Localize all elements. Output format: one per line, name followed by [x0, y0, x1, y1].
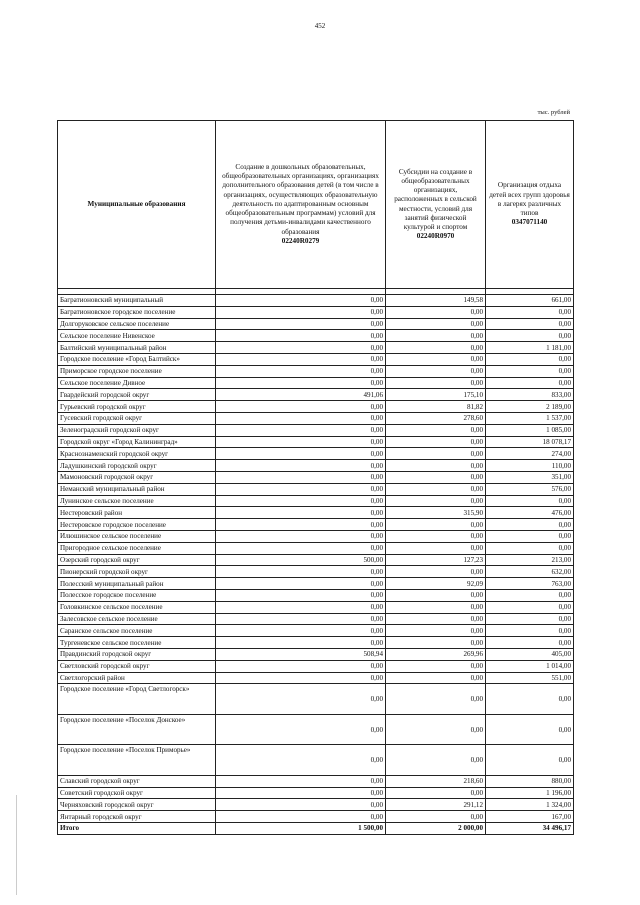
row-value-col2: 0,00	[386, 745, 486, 776]
row-value-col1: 0,00	[216, 530, 386, 542]
row-name: Полесское городское поселение	[58, 589, 216, 601]
row-value-col3: 551,00	[486, 672, 574, 684]
header-col2-text: Субсидии на создание в общеобразовательных организациях, расположенных в сельской местности, условий для занятий физической культурой и спортом	[394, 167, 477, 231]
row-value-col2: 0,00	[386, 471, 486, 483]
row-value-col3: 763,00	[486, 578, 574, 590]
row-value-col3: 1 085,00	[486, 424, 574, 436]
header-children-camps	[486, 121, 574, 289]
row-value-col2: 0,00	[386, 460, 486, 472]
row-value-col1: 0,00	[216, 684, 386, 715]
row-value-col1: 0,00	[216, 436, 386, 448]
row-name: Гвардейский городской округ	[58, 389, 216, 401]
row-name: Багратионовский муниципальный	[58, 295, 216, 307]
row-value-col1: 0,00	[216, 365, 386, 377]
row-value-col1: 0,00	[216, 330, 386, 342]
row-name: Пионерский городской округ	[58, 566, 216, 578]
total-row	[58, 822, 574, 834]
row-value-col2: 0,00	[386, 601, 486, 613]
table-row	[58, 424, 574, 436]
table-row	[58, 353, 574, 365]
row-name: Янтарный городской округ	[58, 811, 216, 823]
row-name: Полесский муниципальный район	[58, 578, 216, 590]
row-value-col2: 81,82	[386, 401, 486, 413]
row-name: Гурьевский городской округ	[58, 401, 216, 413]
row-value-col1: 0,00	[216, 613, 386, 625]
table-row	[58, 377, 574, 389]
row-value-col1: 0,00	[216, 424, 386, 436]
row-value-col1: 0,00	[216, 401, 386, 413]
row-name: Неманский муниципальный район	[58, 483, 216, 495]
row-value-col3: 0,00	[486, 613, 574, 625]
row-value-col3: 274,00	[486, 448, 574, 460]
row-value-col2: 218,60	[386, 775, 486, 787]
row-value-col1: 0,00	[216, 519, 386, 531]
table-body	[58, 295, 574, 823]
total-col1: 1 500,00	[216, 822, 386, 834]
row-value-col2: 0,00	[386, 589, 486, 601]
row-value-col2: 0,00	[386, 530, 486, 542]
row-value-col2: 127,23	[386, 554, 486, 566]
row-name: Нестеровское городское поселение	[58, 519, 216, 531]
row-value-col1: 0,00	[216, 306, 386, 318]
header-col2-code: 02240R0970	[416, 232, 455, 241]
table-row	[58, 775, 574, 787]
row-value-col3: 0,00	[486, 330, 574, 342]
row-value-col2: 0,00	[386, 519, 486, 531]
row-value-col3: 0,00	[486, 542, 574, 554]
row-name: Светлогорский район	[58, 672, 216, 684]
row-value-col1: 0,00	[216, 787, 386, 799]
row-value-col2: 0,00	[386, 377, 486, 389]
table-row	[58, 507, 574, 519]
row-value-col2: 0,00	[386, 342, 486, 354]
row-value-col1: 0,00	[216, 660, 386, 672]
table-row	[58, 542, 574, 554]
row-value-col3: 661,00	[486, 295, 574, 307]
row-value-col3: 0,00	[486, 377, 574, 389]
table-row	[58, 401, 574, 413]
row-value-col3: 1 196,00	[486, 787, 574, 799]
header-col3-text: Организация отдыха детей всех групп здоровья в лагерях различных типов	[489, 181, 570, 218]
row-value-col3: 0,00	[486, 625, 574, 637]
row-value-col2: 0,00	[386, 637, 486, 649]
row-value-col3: 0,00	[486, 530, 574, 542]
row-value-col1: 0,00	[216, 318, 386, 330]
row-value-col2: 175,10	[386, 389, 486, 401]
table-row	[58, 684, 574, 715]
row-value-col2: 0,00	[386, 714, 486, 745]
row-value-col3: 833,00	[486, 389, 574, 401]
table-row	[58, 448, 574, 460]
row-value-col2: 149,58	[386, 295, 486, 307]
table-row	[58, 601, 574, 613]
row-value-col2: 0,00	[386, 811, 486, 823]
row-value-col1: 0,00	[216, 811, 386, 823]
header-col3-code: 0347071140	[511, 218, 548, 227]
row-value-col1: 0,00	[216, 578, 386, 590]
total-col2: 2 000,00	[386, 822, 486, 834]
row-value-col1: 0,00	[216, 589, 386, 601]
row-value-col3: 0,00	[486, 318, 574, 330]
row-value-col1: 0,00	[216, 295, 386, 307]
row-value-col1: 0,00	[216, 507, 386, 519]
row-value-col2: 92,09	[386, 578, 486, 590]
row-value-col3: 0,00	[486, 353, 574, 365]
row-value-col1: 0,00	[216, 799, 386, 811]
row-value-col2: 0,00	[386, 436, 486, 448]
table-row	[58, 613, 574, 625]
table-row	[58, 811, 574, 823]
table-row	[58, 530, 574, 542]
row-value-col3: 0,00	[486, 684, 574, 715]
row-name: Озерский городской округ	[58, 554, 216, 566]
row-value-col2: 0,00	[386, 542, 486, 554]
units-label: тыс. рублей	[537, 109, 570, 116]
row-value-col2: 0,00	[386, 625, 486, 637]
row-value-col3: 0,00	[486, 306, 574, 318]
row-value-col1: 0,00	[216, 495, 386, 507]
table-row	[58, 342, 574, 354]
table-row	[58, 318, 574, 330]
row-name: Лунинское сельское поселение	[58, 495, 216, 507]
row-value-col1: 0,00	[216, 601, 386, 613]
row-value-col3: 1 324,00	[486, 799, 574, 811]
row-value-col3: 1 181,00	[486, 342, 574, 354]
row-value-col3: 0,00	[486, 745, 574, 776]
row-value-col2: 269,96	[386, 648, 486, 660]
row-value-col3: 213,00	[486, 554, 574, 566]
header-disabled-children-education	[216, 121, 386, 289]
row-value-col3: 167,00	[486, 811, 574, 823]
row-value-col1: 0,00	[216, 353, 386, 365]
row-value-col2: 0,00	[386, 787, 486, 799]
table-row	[58, 554, 574, 566]
row-name: Долгоруковское сельское поселение	[58, 318, 216, 330]
scan-edge-line	[16, 795, 17, 895]
row-value-col3: 0,00	[486, 495, 574, 507]
row-value-col3: 0,00	[486, 519, 574, 531]
table-row	[58, 566, 574, 578]
row-value-col3: 18 078,17	[486, 436, 574, 448]
table-row	[58, 578, 574, 590]
row-name: Приморское городское поселение	[58, 365, 216, 377]
row-name: Черняховский городской округ	[58, 799, 216, 811]
table-header-row	[58, 121, 574, 289]
row-value-col2: 0,00	[386, 495, 486, 507]
row-value-col2: 0,00	[386, 613, 486, 625]
header-col1-code: 02240R0279	[281, 236, 320, 245]
total-col3: 34 496,17	[486, 822, 574, 834]
row-value-col2: 0,00	[386, 672, 486, 684]
row-value-col3: 2 189,00	[486, 401, 574, 413]
header-rural-sport-subsidy	[386, 121, 486, 289]
row-name: Зеленоградский городской округ	[58, 424, 216, 436]
row-name: Сельское поселение Дивное	[58, 377, 216, 389]
table-row	[58, 471, 574, 483]
row-value-col2: 0,00	[386, 660, 486, 672]
row-value-col1: 500,00	[216, 554, 386, 566]
table-row	[58, 306, 574, 318]
row-name: Багратионовское городское поселение	[58, 306, 216, 318]
row-value-col1: 0,00	[216, 672, 386, 684]
row-value-col3: 0,00	[486, 589, 574, 601]
header-col1-text: Создание в дошкольных образовательных, общеобразовательных организациях, организациях дополнительного образования детей (в том числе в организациях, осуществляющих образовательную деятельность по адаптированным основным общеобразовательным программам) условий для получения детьми-инвалидами качественного образования	[222, 163, 379, 236]
row-value-col3: 110,00	[486, 460, 574, 472]
row-value-col1: 0,00	[216, 471, 386, 483]
row-name: Городское поселение «Город Светлогорск»	[58, 684, 216, 715]
row-name: Саранское сельское поселение	[58, 625, 216, 637]
table-row	[58, 389, 574, 401]
row-value-col2: 291,12	[386, 799, 486, 811]
row-name: Пригородное сельское поселение	[58, 542, 216, 554]
row-value-col3: 1 537,00	[486, 412, 574, 424]
table-row	[58, 330, 574, 342]
table-row	[58, 660, 574, 672]
row-value-col2: 0,00	[386, 353, 486, 365]
table-row	[58, 365, 574, 377]
table-row	[58, 519, 574, 531]
row-value-col2: 0,00	[386, 330, 486, 342]
budget-table	[57, 120, 574, 835]
row-name: Городское поселение «Город Балтийск»	[58, 353, 216, 365]
row-name: Мамоновский городской округ	[58, 471, 216, 483]
row-value-col2: 0,00	[386, 365, 486, 377]
table-row	[58, 412, 574, 424]
row-name: Сельское поселение Нивенское	[58, 330, 216, 342]
row-value-col3: 0,00	[486, 714, 574, 745]
row-name: Городской округ «Город Калининград»	[58, 436, 216, 448]
row-value-col3: 351,00	[486, 471, 574, 483]
row-value-col1: 0,00	[216, 542, 386, 554]
table-row	[58, 672, 574, 684]
row-value-col2: 315,90	[386, 507, 486, 519]
row-name: Гусевский городской округ	[58, 412, 216, 424]
table-row	[58, 637, 574, 649]
table-row	[58, 625, 574, 637]
row-value-col1: 508,94	[216, 648, 386, 660]
row-name: Балтийский муниципальный район	[58, 342, 216, 354]
table-row	[58, 295, 574, 307]
row-value-col2: 0,00	[386, 424, 486, 436]
row-name: Городское поселение «Поселок Приморье»	[58, 745, 216, 776]
row-value-col2: 0,00	[386, 318, 486, 330]
row-value-col2: 0,00	[386, 306, 486, 318]
row-value-col1: 0,00	[216, 377, 386, 389]
row-name: Илюшинское сельское поселение	[58, 530, 216, 542]
row-value-col1: 0,00	[216, 714, 386, 745]
row-value-col1: 0,00	[216, 342, 386, 354]
row-value-col1: 0,00	[216, 566, 386, 578]
row-value-col3: 880,00	[486, 775, 574, 787]
table-row	[58, 436, 574, 448]
row-value-col1: 0,00	[216, 460, 386, 472]
row-value-col2: 0,00	[386, 566, 486, 578]
row-value-col3: 1 014,00	[486, 660, 574, 672]
row-value-col1: 0,00	[216, 412, 386, 424]
row-name: Залесовское сельское поселение	[58, 613, 216, 625]
row-name: Головкинское сельское поселение	[58, 601, 216, 613]
table-row	[58, 745, 574, 776]
row-value-col1: 491,06	[216, 389, 386, 401]
total-label: Итого	[58, 822, 216, 834]
table-row	[58, 648, 574, 660]
table-row	[58, 714, 574, 745]
row-value-col3: 0,00	[486, 365, 574, 377]
row-value-col1: 0,00	[216, 448, 386, 460]
row-name: Славский городской округ	[58, 775, 216, 787]
row-value-col3: 0,00	[486, 637, 574, 649]
row-value-col3: 476,00	[486, 507, 574, 519]
row-name: Ладушкинский городской округ	[58, 460, 216, 472]
page-number: 452	[314, 22, 326, 30]
row-value-col1: 0,00	[216, 775, 386, 787]
row-name: Правдинский городской округ	[58, 648, 216, 660]
table-row	[58, 589, 574, 601]
row-name: Городское поселение «Поселок Донское»	[58, 714, 216, 745]
row-value-col1: 0,00	[216, 625, 386, 637]
row-value-col2: 0,00	[386, 483, 486, 495]
table-row	[58, 799, 574, 811]
row-name: Советский городской округ	[58, 787, 216, 799]
table-row	[58, 787, 574, 799]
row-value-col3: 576,00	[486, 483, 574, 495]
row-name: Краснознаменский городской округ	[58, 448, 216, 460]
row-value-col1: 0,00	[216, 483, 386, 495]
table-row	[58, 483, 574, 495]
row-value-col3: 0,00	[486, 601, 574, 613]
row-value-col2: 0,00	[386, 684, 486, 715]
row-value-col2: 278,60	[386, 412, 486, 424]
row-value-col3: 405,00	[486, 648, 574, 660]
header-municipalities: Муниципальные образования	[58, 121, 216, 289]
row-value-col3: 632,00	[486, 566, 574, 578]
row-value-col1: 0,00	[216, 745, 386, 776]
row-name: Тургеневское сельское поселение	[58, 637, 216, 649]
table-row	[58, 495, 574, 507]
row-value-col2: 0,00	[386, 448, 486, 460]
row-name: Светловский городской округ	[58, 660, 216, 672]
table-row	[58, 460, 574, 472]
row-value-col1: 0,00	[216, 637, 386, 649]
row-name: Нестеровский район	[58, 507, 216, 519]
